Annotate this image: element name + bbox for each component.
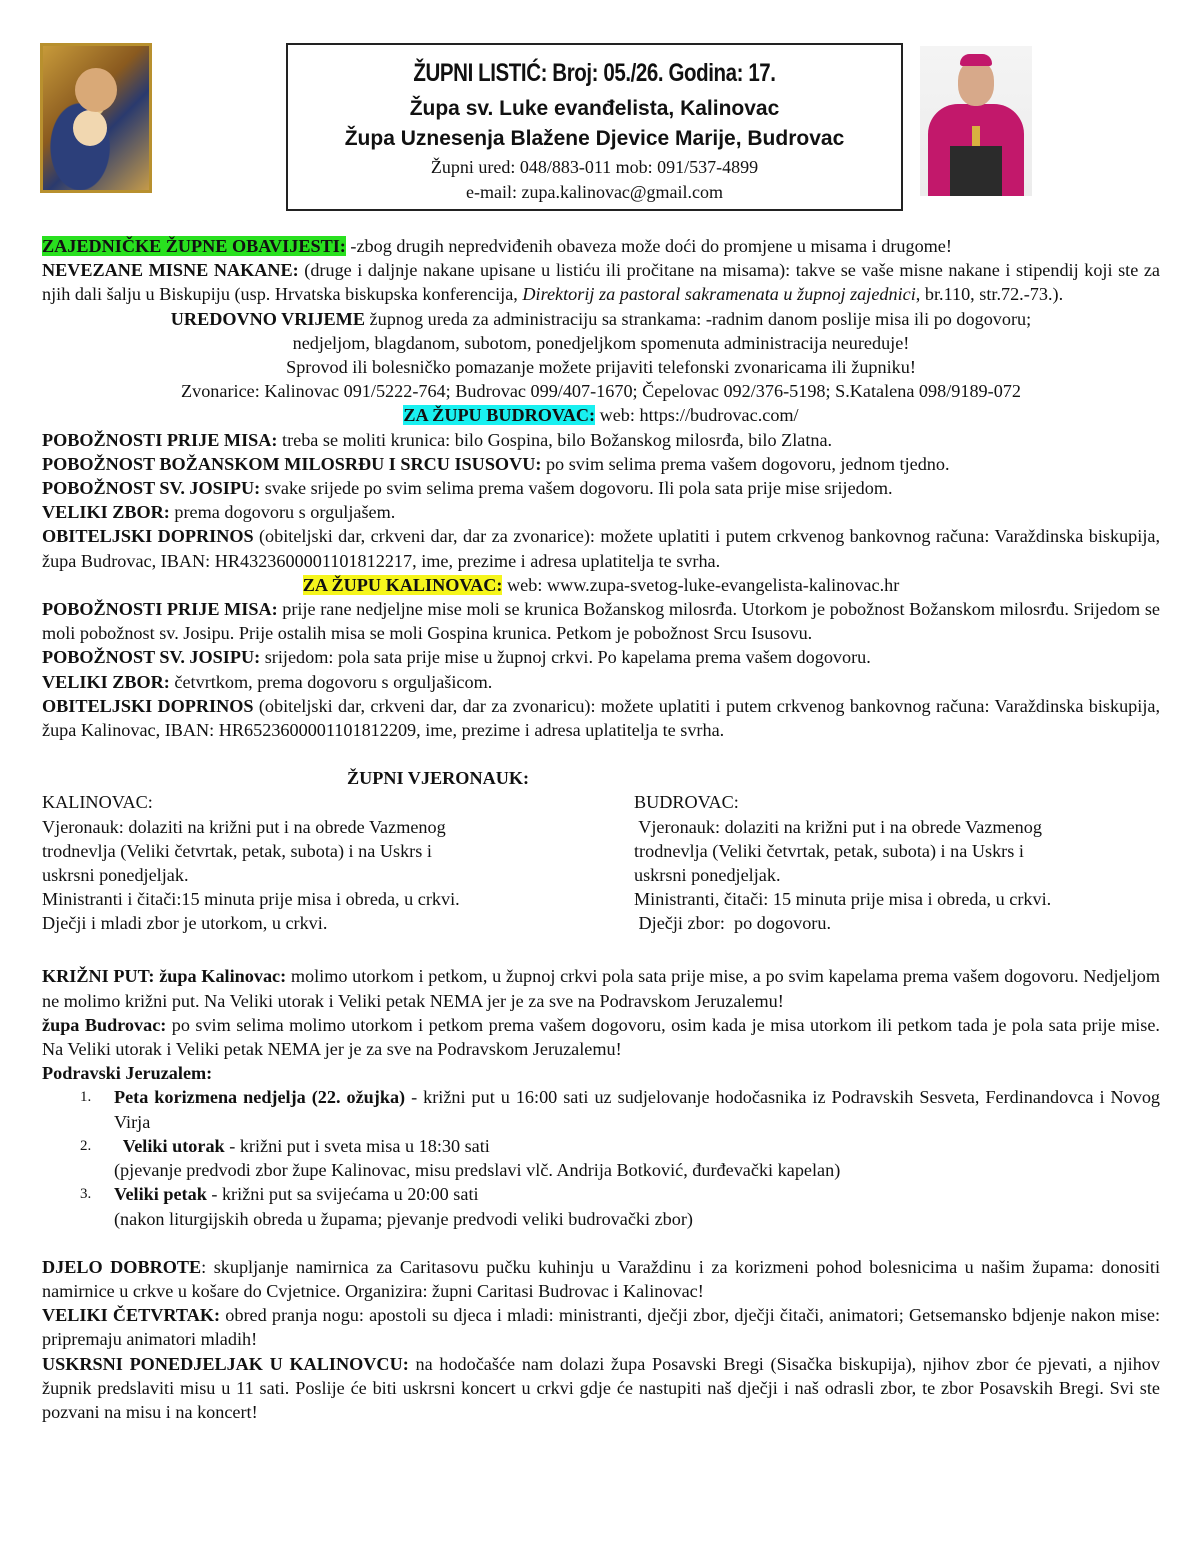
budrovac-heading: ZA ŽUPU BUDROVAC: bbox=[403, 405, 596, 426]
list-item: 3. Veliki petak - križni put sa svijećama u 20:00 sati (nakon liturgijskih obreda u župama; pjevanje predvodi veliki budrovački zbor) bbox=[80, 1184, 693, 1229]
krizni-put-budrovac: župa Budrovac: po svim selima molimo utorkom i petkom prema vašem dogovoru, osim kada je misa utorkom ili petkom tada je pola sata prije mise. Na Veliki utorak i Veliki petak NEMA jer je za sve na Podravskom Jeruzalemu! bbox=[42, 1014, 1160, 1060]
nevezane-notice: NEVEZANE MISNE NAKANE: (druge i daljnje nakane upisane u listiću ili pročitane na misama): takve se vaše misne nakane i stipendij koji ste za njih dali šalju u Biskupiju (usp. Hrvatska biskupska konferencija, Direktorij za pastoral sakramenata u župnoj zajednici, br.110, str.72.-73.). bbox=[42, 260, 1161, 305]
vjeronauk-columns bbox=[42, 790, 1160, 940]
budrovac-item: VELIKI ZBOR: prema dogovoru s orguljašem. bbox=[42, 502, 396, 523]
office-hours: UREDOVNO VRIJEME župnog ureda za administraciju sa strankama: -radnim danom poslije misa ili po dogovoru; bbox=[170, 308, 1032, 329]
bulletin-body bbox=[42, 234, 1160, 1424]
common-notice: ZAJEDNIČKE ŽUPNE OBAVIJESTI: -zbog drugih nepredviđenih obaveza može doći do promjene u misama i drugome! bbox=[42, 236, 952, 256]
kalinovac-item: OBITELJSKI DOPRINOS (obiteljski dar, crkveni dar, dar za zvonaricu): možete uplatiti i putem crkvenog bankovnog računa: Varaždinska biskupija, župa Kalinovac, IBAN: HR6523600001101812209, ime, prezime i adresa uplatitelja te svrha. bbox=[42, 695, 1160, 741]
podravski-jeruzalem-label: Podravski Jeruzalem: bbox=[42, 1063, 213, 1084]
vjeronauk-budrovac: BUDROVAC: Vjeronauk: dolaziti na križni put i na obrede Vazmenog trodnevlja (Veliki četvrtak, petak, subota) i na Uskrs i uskrsni ponedjeljak. Ministranti, čitači: 15 minuta prije misa i obreda, u crkvi. Dječji zbor: po dogovoru. bbox=[634, 792, 1052, 934]
budrovac-item: POBOŽNOST BOŽANSKOM MILOSRĐU I SRCU ISUSOVU: po svim selima prema vašem dogovoru, jednom tjedno. bbox=[42, 453, 950, 474]
krizni-put-kalinovac: KRIŽNI PUT: župa Kalinovac: molimo utorkom i petkom, u župnoj crkvi pola sata prije mise, a po svim kapelama prema vašem dogovoru. Nedjeljom ne molimo križni put. Na Veliki utorak i Veliki petak NEMA jer je za sve na Podravskom Jeruzalemu! bbox=[42, 966, 1160, 1011]
podravski-jeruzalem-list bbox=[42, 1085, 1160, 1230]
kalinovac-item: VELIKI ZBOR: četvrtkom, prema dogovoru s orguljašicom. bbox=[42, 671, 493, 692]
uskrsni-ponedjeljak: USKRSNI PONEDJELJAK U KALINOVCU: na hodočašće nam dolazi župa Posavski Bregi (Sisačka biskupija), njihov zbor će pjevati, a njihov župnik predslaviti misu u 11 sati. Poslije će biti uskrsni koncert u crkvi gdje će nastupiti naš dječji i naš odrasli zbor, te zbor Posavskih Bregi. Svi ste pozvani na misu i na koncert! bbox=[42, 1353, 1160, 1422]
madonna-icon-image bbox=[40, 43, 152, 193]
kalinovac-heading-line: ZA ŽUPU KALINOVAC: web: www.zupa-svetog-luke-evangelista-kalinovac.hr bbox=[302, 574, 900, 595]
header-box bbox=[286, 43, 903, 211]
office-hours-line2: nedjeljom, blagdanom, subotom, ponedjeljkom spomenuta administracija neureduje! bbox=[292, 332, 910, 353]
vjeronauk-heading: ŽUPNI VJERONAUK: bbox=[347, 768, 530, 789]
bell-ringers: Zvonarice: Kalinovac 091/5222-764; Budrovac 099/407-1670; Čepelovac 092/376-5198; S.Katalena 098/9189-072 bbox=[181, 381, 1021, 402]
budrovac-item: POBOŽNOST SV. JOSIPU: svake srijede po svim selima prema vašem dogovoru. Ili pola sata prije mise srijedom. bbox=[42, 478, 893, 499]
list-item: 2. Veliki utorak - križni put i sveta misa u 18:30 sati (pjevanje predvodi zbor župe Kalinovac, misu predslavi vlč. Andrija Botković, đurđevački kapelan) bbox=[80, 1135, 841, 1181]
budrovac-item: POBOŽNOSTI PRIJE MISA: treba se moliti krunica: bilo Gospina, bilo Božanskog milosrđa, bilo Zlatna. bbox=[42, 429, 833, 450]
parish-budrovac: Župa Uznesenja Blažene Djevice Marije, Budrovac bbox=[344, 127, 845, 150]
djelo-dobrote: DJELO DOBROTE: skupljanje namirnica za Caritasovu pučku kuhinju u Varaždinu i za korizmeni pohod bolesnicima u našim župama: donositi namirnice u crkve u košare do Cvjetnice. Organizira: župni Caritasi Budrovac i Kalinovac! bbox=[42, 1256, 1160, 1301]
kalinovac-item: POBOŽNOSTI PRIJE MISA: prije rane nedjeljne mise moli se krunica Božanskog milosrđa. Utorkom je pobožnost Božanskom milosrđu. Srijedom se moli pobožnost sv. Josipu. Prije ostalih misa se moli Gospina krunica. Petkom je pobožnost Srcu Isusovu. bbox=[42, 599, 1160, 644]
veliki-cetvrtak: VELIKI ČETVRTAK: obred pranja nogu: apostoli su djeca i mladi: ministranti, dječji zbor, dječji čitači, animatori; Getsemansko bdjenje nakon mise: pripremaju animatori mladih! bbox=[42, 1305, 1160, 1350]
kalinovac-item: POBOŽNOST SV. JOSIPU: srijedom: pola sata prije mise u župnoj crkvi. Po kapelama prema vašem dogovoru. bbox=[42, 647, 871, 668]
email-line: e-mail: zupa.kalinovac@gmail.com bbox=[466, 182, 723, 202]
budrovac-item: OBITELJSKI DOPRINOS (obiteljski dar, crkveni dar, dar za zvonarice): možete uplatiti i putem crkvenog bankovnog računa: Varaždinska biskupija, župa Budrovac, IBAN: HR4323600001101812217, ime, prezime i adresa uplatitelja te svrha. bbox=[42, 526, 1160, 571]
kalinovac-heading: ZA ŽUPU KALINOVAC: bbox=[302, 574, 503, 595]
common-heading: ZAJEDNIČKE ŽUPNE OBAVIJESTI: bbox=[42, 236, 346, 256]
vjeronauk-kalinovac: KALINOVAC: Vjeronauk: dolaziti na križni put i na obrede Vazmenog trodnevlja (Veliki četvrtak, petak, subota) i na Uskrs i uskrsni ponedjeljak. Ministranti i čitači:15 minuta prije misa i obreda, u crkvi. Dječji i mladi zbor je utorkom, u crkvi. bbox=[42, 792, 460, 934]
phone-line: Župni ured: 048/883-011 mob: 091/537-4899 bbox=[430, 157, 759, 177]
list-item: 1. Peta korizmena nedjelja (22. ožujka) - križni put u 16:00 sati uz sudjelovanje hodočasnika iz Podravskih Sesveta, Ferdinandovca i Novog Virja bbox=[80, 1087, 1161, 1132]
bishop-photo bbox=[920, 46, 1032, 196]
bulletin-title: ŽUPNI LISTIĆ: Broj: 05./26. Godina: 17. bbox=[413, 59, 776, 87]
budrovac-heading-line: ZA ŽUPU BUDROVAC: web: https://budrovac.com/ bbox=[403, 405, 799, 426]
parish-kalinovac: Župa sv. Luke evanđelista, Kalinovac bbox=[409, 97, 780, 120]
office-hours-line3: Sprovod ili bolesničko pomazanje možete prijaviti telefonski zvonaricama ili župniku! bbox=[286, 357, 916, 378]
